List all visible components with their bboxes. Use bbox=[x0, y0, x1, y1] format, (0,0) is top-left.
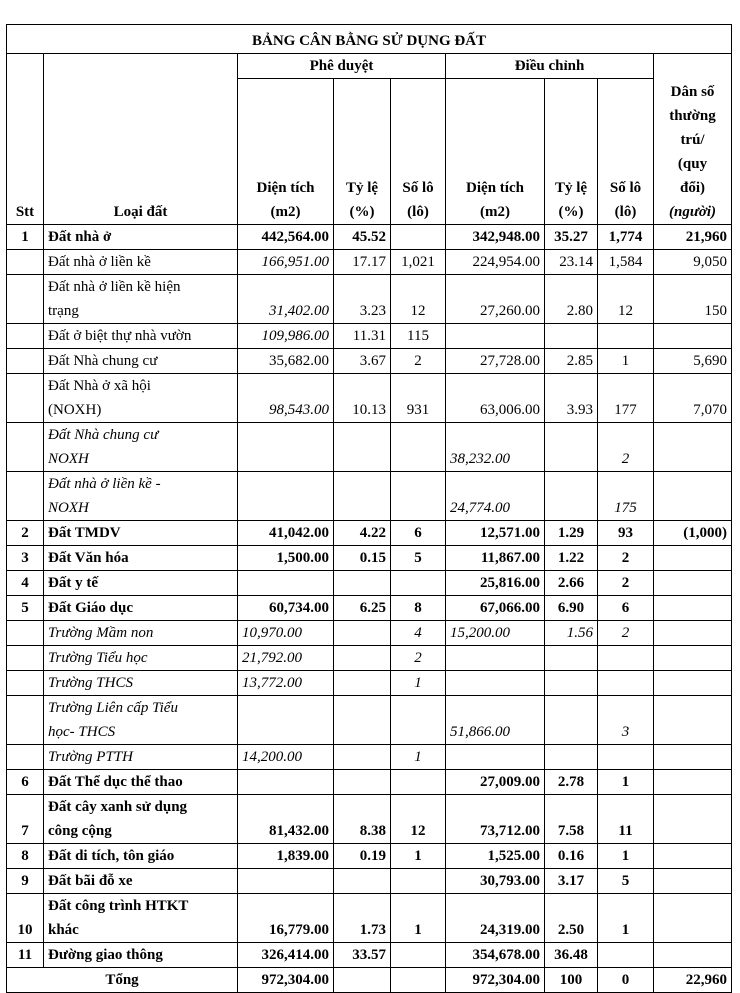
cell-pop bbox=[654, 324, 732, 349]
cell-dc-pct bbox=[545, 423, 598, 472]
cell-pd-area: 13,772.00 bbox=[238, 671, 334, 696]
cell-dc-lots: 1,584 bbox=[598, 250, 654, 275]
row-stt bbox=[7, 423, 44, 472]
cell-pop: 9,050 bbox=[654, 250, 732, 275]
row-land-type bbox=[44, 521, 238, 546]
table-row bbox=[7, 795, 732, 844]
table-row bbox=[7, 745, 732, 770]
cell-dc-pct: 6.90 bbox=[545, 596, 598, 621]
cell-pop bbox=[654, 571, 732, 596]
row-land-type bbox=[44, 671, 238, 696]
table-row bbox=[7, 546, 732, 571]
cell-dc-area: 24,319.00 bbox=[446, 894, 545, 943]
cell-pd-pct: 3.67 bbox=[334, 349, 391, 374]
table-row bbox=[7, 275, 732, 324]
cell-pd-lots: 2 bbox=[391, 646, 446, 671]
land-type-line: NOXH bbox=[48, 451, 89, 467]
table-row bbox=[7, 521, 732, 546]
cell-dc-lots: 177 bbox=[598, 374, 654, 423]
row-stt bbox=[7, 349, 44, 374]
cell-pd-pct bbox=[334, 671, 391, 696]
cell-dc-area bbox=[446, 671, 545, 696]
row-stt bbox=[7, 671, 44, 696]
row-stt bbox=[7, 646, 44, 671]
cell-pd-area: 326,414.00 bbox=[238, 943, 334, 968]
cell-pd-lots bbox=[391, 869, 446, 894]
cell-pop: 7,070 bbox=[654, 374, 732, 423]
table-row bbox=[7, 472, 732, 521]
row-stt bbox=[7, 250, 44, 275]
land-type-line: Trường THCS bbox=[48, 675, 133, 691]
table-row bbox=[7, 770, 732, 795]
cell-pd-pct: 0.19 bbox=[334, 844, 391, 869]
header-dc-ty-le: Tỷ lệ (%) bbox=[545, 79, 598, 225]
row-land-type bbox=[44, 374, 238, 423]
land-type-line: Đất Thể dục thể thao bbox=[48, 774, 183, 790]
cell-dc-lots bbox=[598, 943, 654, 968]
cell-pd-pct: 4.22 bbox=[334, 521, 391, 546]
table-row bbox=[7, 374, 732, 423]
cell-dc-area: 67,066.00 bbox=[446, 596, 545, 621]
header-dan-so-line: đổi) bbox=[680, 180, 706, 196]
cell-pd-pct bbox=[334, 770, 391, 795]
cell-pd-lots: 8 bbox=[391, 596, 446, 621]
land-type-line: Đất ở biệt thự nhà vườn bbox=[48, 328, 192, 344]
cell-pd-pct bbox=[334, 745, 391, 770]
land-type-line: Đất Giáo dục bbox=[48, 600, 134, 616]
cell-pd-area: 442,564.00 bbox=[238, 225, 334, 250]
table-row bbox=[7, 324, 732, 349]
cell-pd-pct bbox=[334, 423, 391, 472]
cell-dc-pct: 2.80 bbox=[545, 275, 598, 324]
cell-pd-lots bbox=[391, 696, 446, 745]
total-pd-area: 972,304.00 bbox=[238, 968, 334, 993]
header-pd-so-lo: Số lô (lô) bbox=[391, 79, 446, 225]
table-row bbox=[7, 844, 732, 869]
cell-dc-pct bbox=[545, 324, 598, 349]
cell-dc-area: 27,009.00 bbox=[446, 770, 545, 795]
land-use-balance-table bbox=[6, 24, 732, 993]
cell-pd-area: 31,402.00 bbox=[238, 275, 334, 324]
cell-dc-area: 51,866.00 bbox=[446, 696, 545, 745]
cell-dc-lots: 5 bbox=[598, 869, 654, 894]
cell-pd-area: 41,042.00 bbox=[238, 521, 334, 546]
table-row bbox=[7, 646, 732, 671]
header-dan-so bbox=[654, 54, 732, 225]
cell-pop: 150 bbox=[654, 275, 732, 324]
total-dc-area: 972,304.00 bbox=[446, 968, 545, 993]
cell-dc-lots: 175 bbox=[598, 472, 654, 521]
cell-dc-lots bbox=[598, 671, 654, 696]
land-type-line: học- THCS bbox=[48, 724, 116, 740]
cell-pd-area: 81,432.00 bbox=[238, 795, 334, 844]
row-land-type bbox=[44, 571, 238, 596]
cell-dc-pct: 2.78 bbox=[545, 770, 598, 795]
cell-dc-pct bbox=[545, 646, 598, 671]
cell-pd-pct bbox=[334, 571, 391, 596]
cell-pd-pct: 45.52 bbox=[334, 225, 391, 250]
cell-dc-pct: 1.56 bbox=[545, 621, 598, 646]
row-stt: 7 bbox=[7, 795, 44, 844]
cell-pop bbox=[654, 596, 732, 621]
cell-dc-lots bbox=[598, 646, 654, 671]
cell-pd-lots: 6 bbox=[391, 521, 446, 546]
cell-pd-pct: 33.57 bbox=[334, 943, 391, 968]
cell-pop: 21,960 bbox=[654, 225, 732, 250]
cell-dc-pct: 2.85 bbox=[545, 349, 598, 374]
cell-pd-area bbox=[238, 423, 334, 472]
cell-dc-lots: 93 bbox=[598, 521, 654, 546]
land-type-line: Đường giao thông bbox=[48, 947, 163, 963]
cell-pd-pct bbox=[334, 696, 391, 745]
row-stt: 1 bbox=[7, 225, 44, 250]
row-land-type bbox=[44, 745, 238, 770]
land-type-line: trạng bbox=[48, 303, 79, 319]
row-stt: 2 bbox=[7, 521, 44, 546]
cell-pop bbox=[654, 943, 732, 968]
cell-pd-area bbox=[238, 571, 334, 596]
cell-pd-lots bbox=[391, 571, 446, 596]
cell-dc-pct: 7.58 bbox=[545, 795, 598, 844]
land-type-line: Đất Nhà chung cư bbox=[48, 353, 158, 369]
total-pd-pct bbox=[334, 968, 391, 993]
table-row bbox=[7, 696, 732, 745]
cell-pd-lots: 12 bbox=[391, 795, 446, 844]
cell-pd-area: 1,500.00 bbox=[238, 546, 334, 571]
cell-pd-lots bbox=[391, 770, 446, 795]
land-type-line: Đất cây xanh sử dụng bbox=[48, 799, 188, 815]
cell-dc-pct: 3.17 bbox=[545, 869, 598, 894]
cell-pd-area: 166,951.00 bbox=[238, 250, 334, 275]
land-type-line: Đất công trình HTKT bbox=[48, 898, 189, 914]
land-type-line: Đất Nhà ở xã hội bbox=[48, 378, 151, 394]
cell-pop bbox=[654, 546, 732, 571]
row-stt bbox=[7, 275, 44, 324]
land-type-line: NOXH bbox=[48, 500, 89, 516]
cell-pd-lots: 115 bbox=[391, 324, 446, 349]
cell-dc-lots: 12 bbox=[598, 275, 654, 324]
cell-pd-area: 10,970.00 bbox=[238, 621, 334, 646]
land-type-line: Trường Tiểu học bbox=[48, 650, 148, 666]
cell-dc-area: 1,525.00 bbox=[446, 844, 545, 869]
cell-dc-lots: 3 bbox=[598, 696, 654, 745]
cell-dc-lots: 1 bbox=[598, 844, 654, 869]
cell-pd-pct bbox=[334, 646, 391, 671]
row-land-type bbox=[44, 869, 238, 894]
cell-pd-area: 14,200.00 bbox=[238, 745, 334, 770]
total-dc-pct: 100 bbox=[545, 968, 598, 993]
cell-pd-pct bbox=[334, 869, 391, 894]
header-dan-so-line: Dân số bbox=[670, 84, 715, 100]
land-type-line: Đất bãi đỗ xe bbox=[48, 873, 133, 889]
row-land-type bbox=[44, 943, 238, 968]
table-row bbox=[7, 894, 732, 943]
cell-dc-pct: 0.16 bbox=[545, 844, 598, 869]
table-row bbox=[7, 423, 732, 472]
cell-pd-pct: 0.15 bbox=[334, 546, 391, 571]
land-type-line: Trường Liên cấp Tiểu bbox=[48, 700, 178, 716]
table-row bbox=[7, 225, 732, 250]
table-row bbox=[7, 250, 732, 275]
cell-pop: 5,690 bbox=[654, 349, 732, 374]
row-land-type bbox=[44, 621, 238, 646]
cell-dc-area: 342,948.00 bbox=[446, 225, 545, 250]
cell-dc-area: 38,232.00 bbox=[446, 423, 545, 472]
header-dieu-chinh: Điều chỉnh bbox=[446, 54, 654, 79]
cell-pd-area: 21,792.00 bbox=[238, 646, 334, 671]
cell-dc-pct: 3.93 bbox=[545, 374, 598, 423]
cell-dc-area: 27,728.00 bbox=[446, 349, 545, 374]
land-type-line: Đất y tế bbox=[48, 575, 98, 591]
land-type-line: Đất nhà ở bbox=[48, 229, 112, 245]
cell-pop bbox=[654, 621, 732, 646]
cell-dc-pct: 1.29 bbox=[545, 521, 598, 546]
cell-pd-lots: 1 bbox=[391, 745, 446, 770]
cell-dc-pct bbox=[545, 671, 598, 696]
header-loai-dat: Loại đất bbox=[44, 54, 238, 225]
row-land-type bbox=[44, 646, 238, 671]
cell-dc-area: 27,260.00 bbox=[446, 275, 545, 324]
cell-pop bbox=[654, 795, 732, 844]
cell-pd-pct: 11.31 bbox=[334, 324, 391, 349]
cell-pop bbox=[654, 770, 732, 795]
total-label: Tổng bbox=[7, 968, 238, 993]
total-pop: 22,960 bbox=[654, 968, 732, 993]
row-stt bbox=[7, 374, 44, 423]
land-type-line: khác bbox=[48, 922, 79, 938]
cell-dc-pct: 1.22 bbox=[545, 546, 598, 571]
cell-pd-pct: 8.38 bbox=[334, 795, 391, 844]
cell-dc-lots: 2 bbox=[598, 571, 654, 596]
row-stt: 3 bbox=[7, 546, 44, 571]
cell-pop bbox=[654, 472, 732, 521]
row-land-type bbox=[44, 795, 238, 844]
land-type-line: Đất Nhà chung cư bbox=[48, 427, 159, 443]
cell-dc-lots: 11 bbox=[598, 795, 654, 844]
cell-dc-area: 73,712.00 bbox=[446, 795, 545, 844]
land-type-line: Đất Văn hóa bbox=[48, 550, 129, 566]
cell-dc-pct: 35.27 bbox=[545, 225, 598, 250]
cell-pd-lots bbox=[391, 943, 446, 968]
cell-pd-pct: 1.73 bbox=[334, 894, 391, 943]
cell-pop bbox=[654, 671, 732, 696]
cell-pd-pct bbox=[334, 621, 391, 646]
header-dan-so-line: thường bbox=[669, 108, 716, 124]
cell-dc-lots: 1 bbox=[598, 894, 654, 943]
row-land-type bbox=[44, 250, 238, 275]
cell-pd-area: 35,682.00 bbox=[238, 349, 334, 374]
cell-pd-area bbox=[238, 869, 334, 894]
row-stt bbox=[7, 621, 44, 646]
row-land-type bbox=[44, 324, 238, 349]
cell-pop bbox=[654, 696, 732, 745]
row-stt bbox=[7, 472, 44, 521]
cell-pop bbox=[654, 844, 732, 869]
header-dc-dien-tich: Diện tích (m2) bbox=[446, 79, 545, 225]
land-type-line: Trường PTTH bbox=[48, 749, 133, 765]
total-dc-lots: 0 bbox=[598, 968, 654, 993]
cell-dc-lots: 2 bbox=[598, 546, 654, 571]
header-phe-duyet: Phê duyệt bbox=[238, 54, 446, 79]
cell-pd-lots: 931 bbox=[391, 374, 446, 423]
cell-pd-lots bbox=[391, 225, 446, 250]
row-stt: 6 bbox=[7, 770, 44, 795]
cell-dc-area: 15,200.00 bbox=[446, 621, 545, 646]
cell-pd-pct: 10.13 bbox=[334, 374, 391, 423]
cell-dc-lots: 2 bbox=[598, 621, 654, 646]
cell-dc-lots: 6 bbox=[598, 596, 654, 621]
land-type-line: Đất nhà ở liền kề bbox=[48, 254, 151, 270]
cell-pop bbox=[654, 894, 732, 943]
cell-dc-area: 12,571.00 bbox=[446, 521, 545, 546]
cell-pd-lots bbox=[391, 472, 446, 521]
cell-pop bbox=[654, 423, 732, 472]
land-type-line: Đất nhà ở liền kề hiện bbox=[48, 279, 181, 295]
row-stt: 9 bbox=[7, 869, 44, 894]
cell-dc-lots: 1 bbox=[598, 349, 654, 374]
row-stt: 8 bbox=[7, 844, 44, 869]
header-dan-so-line: trú/ bbox=[680, 132, 705, 148]
row-land-type bbox=[44, 596, 238, 621]
cell-pd-area bbox=[238, 770, 334, 795]
cell-pd-area: 1,839.00 bbox=[238, 844, 334, 869]
row-land-type bbox=[44, 770, 238, 795]
row-stt bbox=[7, 696, 44, 745]
row-land-type bbox=[44, 472, 238, 521]
table-row bbox=[7, 349, 732, 374]
cell-pop bbox=[654, 869, 732, 894]
land-type-line: (NOXH) bbox=[48, 402, 102, 418]
cell-dc-area: 11,867.00 bbox=[446, 546, 545, 571]
land-type-line: Trường Mầm non bbox=[48, 625, 154, 641]
cell-pd-pct bbox=[334, 472, 391, 521]
total-pd-lots bbox=[391, 968, 446, 993]
row-stt bbox=[7, 324, 44, 349]
cell-dc-pct: 2.66 bbox=[545, 571, 598, 596]
header-dan-so-line: (quy bbox=[677, 156, 708, 172]
header-dan-so-line: (người) bbox=[669, 204, 717, 220]
cell-pd-lots: 1 bbox=[391, 894, 446, 943]
cell-dc-pct bbox=[545, 472, 598, 521]
cell-dc-pct bbox=[545, 745, 598, 770]
cell-pd-pct: 3.23 bbox=[334, 275, 391, 324]
total-row bbox=[7, 968, 732, 993]
cell-pd-area bbox=[238, 696, 334, 745]
row-stt: 11 bbox=[7, 943, 44, 968]
row-stt: 4 bbox=[7, 571, 44, 596]
cell-pd-area bbox=[238, 472, 334, 521]
cell-dc-lots bbox=[598, 745, 654, 770]
cell-pd-area: 60,734.00 bbox=[238, 596, 334, 621]
cell-pd-pct: 6.25 bbox=[334, 596, 391, 621]
table-row bbox=[7, 596, 732, 621]
table-title: BẢNG CÂN BẰNG SỬ DỤNG ĐẤT bbox=[7, 25, 732, 54]
table-row bbox=[7, 869, 732, 894]
cell-pop bbox=[654, 745, 732, 770]
cell-dc-area: 63,006.00 bbox=[446, 374, 545, 423]
cell-dc-area: 224,954.00 bbox=[446, 250, 545, 275]
cell-pd-lots: 1 bbox=[391, 671, 446, 696]
table-row bbox=[7, 671, 732, 696]
land-type-line: Đất nhà ở liền kề - bbox=[48, 476, 161, 492]
row-land-type bbox=[44, 546, 238, 571]
cell-dc-pct bbox=[545, 696, 598, 745]
row-stt: 10 bbox=[7, 894, 44, 943]
cell-dc-lots: 1,774 bbox=[598, 225, 654, 250]
row-land-type bbox=[44, 844, 238, 869]
cell-dc-pct: 2.50 bbox=[545, 894, 598, 943]
cell-pd-lots: 2 bbox=[391, 349, 446, 374]
cell-dc-lots: 1 bbox=[598, 770, 654, 795]
cell-pd-area: 16,779.00 bbox=[238, 894, 334, 943]
row-land-type bbox=[44, 349, 238, 374]
header-pd-dien-tich: Diện tích (m2) bbox=[238, 79, 334, 225]
header-dc-so-lo: Số lô (lô) bbox=[598, 79, 654, 225]
cell-dc-lots: 2 bbox=[598, 423, 654, 472]
table-row bbox=[7, 571, 732, 596]
row-stt bbox=[7, 745, 44, 770]
cell-pd-pct: 17.17 bbox=[334, 250, 391, 275]
cell-pd-lots: 1,021 bbox=[391, 250, 446, 275]
header-stt: Stt bbox=[7, 54, 44, 225]
cell-pd-lots bbox=[391, 423, 446, 472]
cell-pop: (1,000) bbox=[654, 521, 732, 546]
row-land-type bbox=[44, 423, 238, 472]
cell-pd-lots: 1 bbox=[391, 844, 446, 869]
cell-dc-area: 354,678.00 bbox=[446, 943, 545, 968]
row-land-type bbox=[44, 225, 238, 250]
header-pd-ty-le: Tỷ lệ (%) bbox=[334, 79, 391, 225]
cell-dc-pct: 36.48 bbox=[545, 943, 598, 968]
row-land-type bbox=[44, 696, 238, 745]
cell-pd-area: 109,986.00 bbox=[238, 324, 334, 349]
cell-pd-lots: 12 bbox=[391, 275, 446, 324]
row-stt: 5 bbox=[7, 596, 44, 621]
land-type-line: công cộng bbox=[48, 823, 112, 839]
cell-pop bbox=[654, 646, 732, 671]
row-land-type bbox=[44, 894, 238, 943]
cell-dc-pct: 23.14 bbox=[545, 250, 598, 275]
cell-dc-area bbox=[446, 646, 545, 671]
land-type-line: Đất TMDV bbox=[48, 525, 121, 541]
table-row bbox=[7, 943, 732, 968]
cell-dc-area: 25,816.00 bbox=[446, 571, 545, 596]
cell-pd-lots: 4 bbox=[391, 621, 446, 646]
land-type-line: Đất di tích, tôn giáo bbox=[48, 848, 175, 864]
cell-dc-area bbox=[446, 324, 545, 349]
cell-pd-lots: 5 bbox=[391, 546, 446, 571]
cell-dc-area: 30,793.00 bbox=[446, 869, 545, 894]
table-row bbox=[7, 621, 732, 646]
cell-dc-lots bbox=[598, 324, 654, 349]
cell-dc-area bbox=[446, 745, 545, 770]
row-land-type bbox=[44, 275, 238, 324]
cell-dc-area: 24,774.00 bbox=[446, 472, 545, 521]
cell-pd-area: 98,543.00 bbox=[238, 374, 334, 423]
